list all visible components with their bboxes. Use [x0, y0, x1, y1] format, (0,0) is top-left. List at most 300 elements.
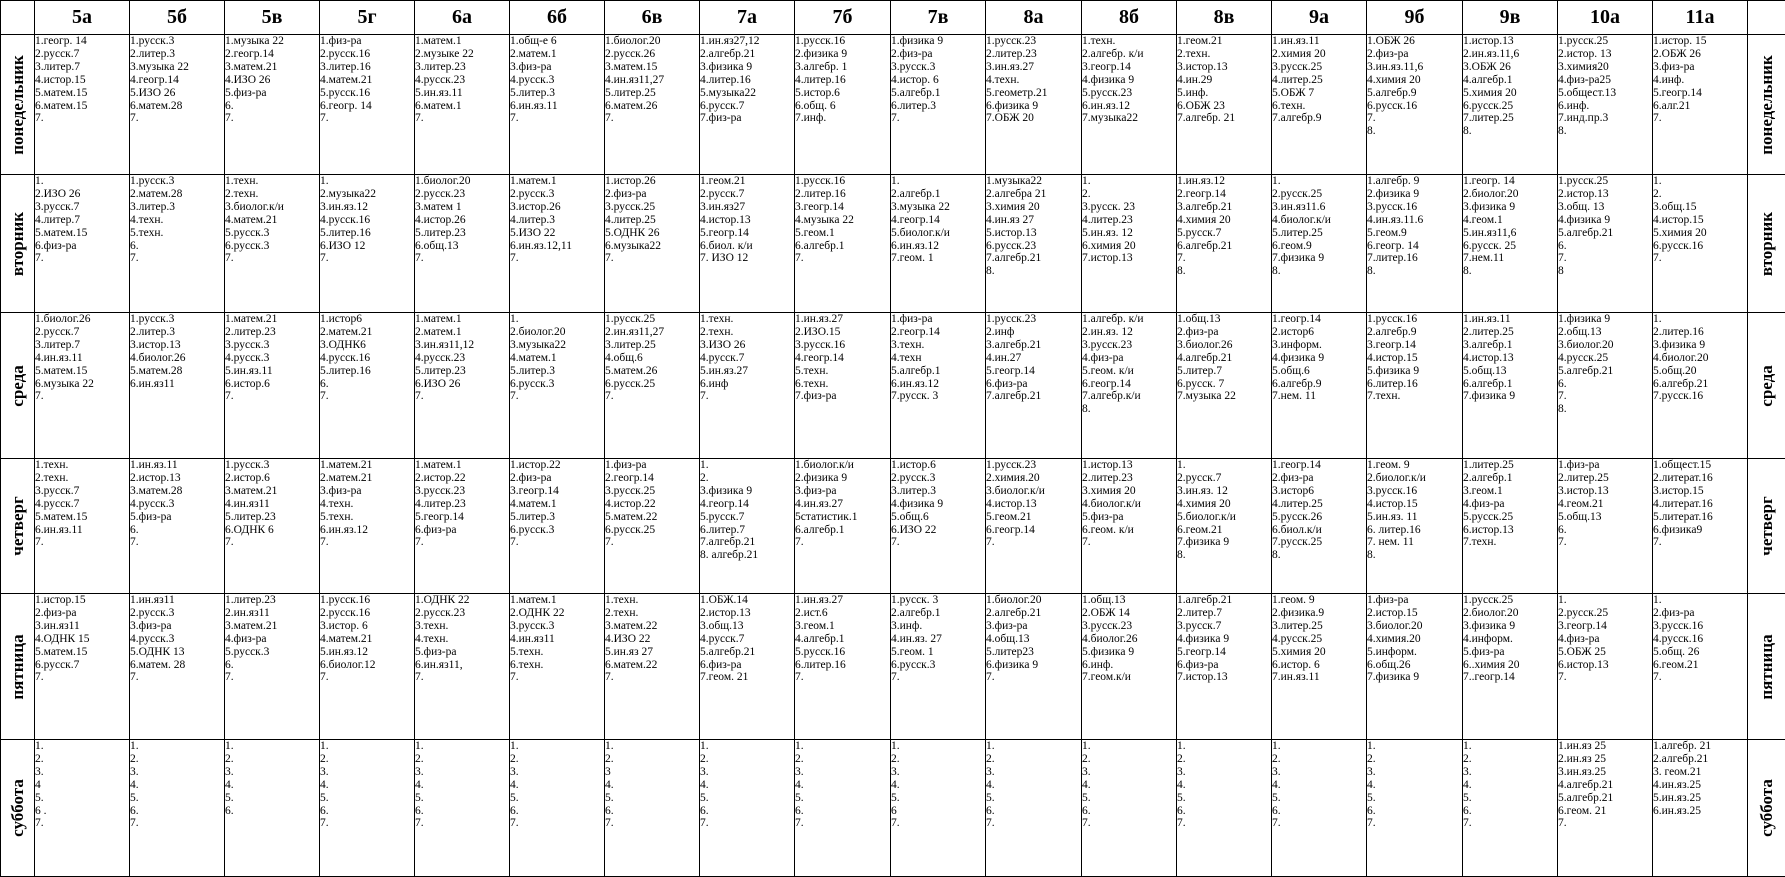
day-label-cell	[1, 594, 35, 740]
lesson-entry: 7.	[1558, 390, 1652, 403]
day-label: суббота	[1757, 779, 1777, 837]
lesson-cell	[35, 740, 130, 877]
lesson-entry: 6.литер.16	[1367, 378, 1462, 391]
lesson-entry: 7.	[320, 671, 414, 684]
lesson-entry: 1.	[320, 740, 414, 753]
lesson-entry: 6.	[1558, 378, 1652, 391]
lesson-cell	[320, 459, 415, 594]
lesson-entry: 6.истор. 6	[1272, 659, 1366, 672]
lesson-entry: 6.	[1558, 240, 1652, 253]
lesson-entry: 4.истор.13	[700, 214, 794, 227]
lesson-entry: 6.геом.21	[1653, 659, 1747, 672]
lesson-entry: 5.литер.7	[1177, 365, 1271, 378]
lesson-entry: 7.алгебр.21	[700, 536, 794, 549]
lesson-entry: 7.	[1558, 536, 1652, 549]
lesson-entry: 6.истор.13	[1463, 524, 1557, 537]
lesson-entry: 7.техн.	[1367, 390, 1462, 403]
lesson-cell	[1367, 594, 1463, 740]
lesson-entry: 7.литер.16	[1367, 252, 1462, 265]
lesson-entry: 2.алгебр.1	[891, 188, 985, 201]
lesson-entry: 7.русск.16	[1653, 390, 1747, 403]
lesson-entry: 7.алгебр.9	[1272, 112, 1366, 125]
lesson-entry: 1.алгебр. 21	[1653, 740, 1747, 753]
lesson-entry: 7.	[1082, 817, 1176, 830]
lesson-entry: 3.физ-ра	[795, 485, 890, 498]
lesson-entry: 2.физика 9	[1367, 188, 1462, 201]
lesson-entry: 4.	[1367, 779, 1462, 792]
lesson-entry: 5.алгебр.21	[1558, 792, 1652, 805]
lesson-entry: 4.физ-ра	[1082, 352, 1176, 365]
lesson-entry: 4.русск.16	[1653, 633, 1747, 646]
lesson-entry: 1.ОБЖ 26	[1367, 35, 1462, 48]
lesson-entry: 4.химия 20	[1367, 74, 1462, 87]
lesson-entry: 1.алгебр. 9	[1367, 175, 1462, 188]
lesson-entry: 1.русск.25	[1558, 175, 1652, 188]
day-label-cell	[1748, 35, 1785, 175]
lesson-entry: 4.	[1272, 779, 1366, 792]
lesson-cell	[700, 35, 795, 175]
lesson-entry: 3.геом.1	[1463, 485, 1557, 498]
lesson-entry: 2.физ-ра	[510, 472, 604, 485]
lesson-entry: 1.литер.23	[225, 594, 319, 607]
lesson-entry: 7.физика 9	[1177, 536, 1271, 549]
lesson-entry: 1.истор.26	[605, 175, 699, 188]
lesson-entry: 5.физика 9	[1367, 365, 1462, 378]
lesson-cell	[225, 313, 320, 459]
lesson-entry: 1.	[130, 740, 224, 753]
lesson-entry: 8.	[1558, 125, 1652, 138]
lesson-entry: 6.инф.	[1558, 100, 1652, 113]
lesson-entry: 2.биолог.20	[1463, 188, 1557, 201]
lesson-cell	[1272, 594, 1367, 740]
lesson-entry: 3.алгебр. 1	[795, 61, 890, 74]
lesson-entry: 7.геом.к/и	[1082, 671, 1176, 684]
lesson-entry: 7.	[510, 252, 604, 265]
lesson-entry: 6.русск.25	[605, 378, 699, 391]
lesson-entry: 6.истор.6	[225, 378, 319, 391]
lesson-entry: 7.	[605, 817, 699, 830]
lesson-cell	[1463, 594, 1558, 740]
lesson-entry: 4.русск.23	[415, 74, 509, 87]
corner-cell	[1748, 1, 1785, 35]
lesson-entry: 6.алг.21	[1653, 100, 1747, 113]
lesson-entry: 4.	[1463, 779, 1557, 792]
lesson-entry: 1.русск.23	[986, 35, 1081, 48]
lesson-entry: 1.ин.яз.27	[795, 594, 890, 607]
lesson-entry: 1.ин.яз.27	[795, 313, 890, 326]
lesson-entry: 4.истор. 6	[891, 74, 985, 87]
lesson-entry: 4.истор.15	[1367, 352, 1462, 365]
lesson-entry: 6.физ-ра	[700, 659, 794, 672]
lesson-entry: 5.инф.	[1177, 87, 1271, 100]
lesson-entry: 6.русск.16	[1653, 240, 1747, 253]
lesson-entry: 6.русск. 7	[1177, 378, 1271, 391]
lesson-cell	[130, 594, 225, 740]
lesson-entry: 6.ИЗО 12	[320, 240, 414, 253]
lesson-entry: 1.истор.13	[1082, 459, 1176, 472]
lesson-entry: 5.литер.25	[1272, 227, 1366, 240]
lesson-entry: 2.	[1367, 753, 1462, 766]
lesson-entry: 5.матем.15	[35, 227, 129, 240]
lesson-entry: 6.матем.28	[130, 100, 224, 113]
lesson-entry: 5.химия 20	[1272, 646, 1366, 659]
lesson-entry: 3.геогр.14	[1082, 61, 1176, 74]
lesson-entry: 3.литер.7	[35, 61, 129, 74]
lesson-entry: 2.геогр.14	[225, 48, 319, 61]
lesson-entry: 5.ин.яз.11	[225, 365, 319, 378]
lesson-entry: 7.физ-ра	[700, 112, 794, 125]
lesson-entry: 6.инф	[700, 378, 794, 391]
lesson-entry: 3.физика 9	[1463, 201, 1557, 214]
lesson-entry: 1.	[510, 740, 604, 753]
lesson-entry: 2.биолог.20	[1463, 607, 1557, 620]
lesson-entry: 1.музыка 22	[225, 35, 319, 48]
lesson-entry: 2.литер.23	[986, 48, 1081, 61]
lesson-entry: 4.литер.23	[1082, 214, 1176, 227]
lesson-entry: 6.инф.	[1082, 659, 1176, 672]
lesson-cell	[605, 175, 700, 313]
lesson-entry: 2.истор.6	[225, 472, 319, 485]
lesson-entry: 3.	[986, 766, 1081, 779]
day-row	[1, 175, 891, 313]
lesson-entry: 3.алгебр.21	[986, 339, 1081, 352]
lesson-entry: 1.физика 9	[1558, 313, 1652, 326]
lesson-entry: 5.русск.7	[700, 511, 794, 524]
lesson-cell	[510, 175, 605, 313]
lesson-entry: 1.физика 9	[891, 35, 985, 48]
lesson-entry: 7.	[795, 671, 890, 684]
lesson-entry: 4.биолог.к/и	[1082, 498, 1176, 511]
lesson-entry: 2.ИЗО.15	[795, 326, 890, 339]
lesson-entry: 6.музыка22	[605, 240, 699, 253]
lesson-cell	[605, 35, 700, 175]
lesson-entry: 6.ин.яз.25	[1653, 805, 1747, 818]
lesson-entry: 4.химия.20	[1367, 633, 1462, 646]
lesson-entry: 6	[891, 805, 985, 818]
lesson-entry: 3.матем 1	[415, 201, 509, 214]
lesson-entry: 5.техн.	[510, 646, 604, 659]
corner-cell	[1, 1, 35, 35]
lesson-entry: 6.ин.яз.12	[1082, 100, 1176, 113]
lesson-entry: 4.русск.25	[1272, 633, 1366, 646]
lesson-entry: 1.ин.яз11	[130, 594, 224, 607]
lesson-entry: 5.матем.15	[35, 87, 129, 100]
lesson-cell	[130, 175, 225, 313]
lesson-entry: 6.ин.яз.12	[320, 524, 414, 537]
lesson-entry: 3.геогр.14	[510, 485, 604, 498]
lesson-entry: 4.русск.16	[320, 214, 414, 227]
lesson-entry: 2.алгебр.1	[1463, 472, 1557, 485]
lesson-entry: 5.геом. 1	[891, 646, 985, 659]
lesson-entry: 8.	[986, 265, 1081, 278]
lesson-entry: 3.	[35, 766, 129, 779]
lesson-entry: 7.	[510, 112, 604, 125]
lesson-entry: 4.литер.23	[415, 498, 509, 511]
lesson-cell	[1082, 175, 1177, 313]
lesson-cell	[320, 175, 415, 313]
lesson-entry: 2.техн.	[605, 607, 699, 620]
lesson-entry: 2.литер.16	[795, 188, 890, 201]
lesson-entry: 5.	[700, 792, 794, 805]
lesson-entry: 5.геогр.14	[700, 227, 794, 240]
lesson-entry: 5.геом.21	[986, 511, 1081, 524]
lesson-entry: 7.	[510, 817, 604, 830]
lesson-entry: 1.	[35, 175, 129, 188]
lesson-entry: 3.физика 9	[700, 485, 794, 498]
lesson-entry: 3.физ-ра	[320, 485, 414, 498]
lesson-entry: 1.	[1082, 175, 1176, 188]
lesson-entry: 6.геом. к/и	[1082, 524, 1176, 537]
lesson-entry: 1.ин.яз.11	[1463, 313, 1557, 326]
lesson-entry: 7.	[891, 536, 985, 549]
lesson-entry: 5.литер.3	[510, 87, 604, 100]
lesson-entry: 3.алгебр.21	[1177, 201, 1271, 214]
lesson-entry: 4.техн.	[415, 633, 509, 646]
lesson-entry: 4.техн	[891, 352, 985, 365]
lesson-entry: 3.русск.25	[605, 485, 699, 498]
lesson-entry: 4.геом.1	[1463, 214, 1557, 227]
lesson-entry: 1.техн.	[1082, 35, 1176, 48]
lesson-cell	[986, 459, 1082, 594]
day-label-cell	[1, 740, 35, 877]
lesson-entry: 2.геогр.14	[605, 472, 699, 485]
lesson-entry: 7.	[320, 536, 414, 549]
lesson-entry: 6.	[700, 805, 794, 818]
lesson-entry: 1.	[1367, 740, 1462, 753]
lesson-entry: 1.	[1177, 459, 1271, 472]
lesson-entry: 2.русск.3	[891, 472, 985, 485]
lesson-entry: 2.	[891, 753, 985, 766]
lesson-entry: 6.	[1272, 805, 1366, 818]
lesson-cell	[891, 740, 986, 877]
lesson-entry: 5.	[986, 792, 1081, 805]
lesson-entry: 5.	[1082, 792, 1176, 805]
lesson-cell	[225, 175, 320, 313]
lesson-entry: 2.литер.16	[1653, 326, 1747, 339]
lesson-entry: 2.ин.яз11	[225, 607, 319, 620]
lesson-entry: 1.русск.16	[1367, 313, 1462, 326]
lesson-entry: 6.литер.3	[891, 100, 985, 113]
day-row	[891, 594, 1785, 740]
lesson-cell	[1653, 175, 1748, 313]
lesson-entry: 3	[605, 766, 699, 779]
lesson-entry: 2.матем.21	[320, 472, 414, 485]
lesson-entry: 1.	[1653, 175, 1747, 188]
lesson-entry: 3.физика 9	[700, 61, 794, 74]
lesson-entry: 3.ин.яз11,12	[415, 339, 509, 352]
lesson-entry: 3.ин.яз.25	[1558, 766, 1652, 779]
lesson-entry: 4.литер.7	[35, 214, 129, 227]
lesson-cell	[1082, 594, 1177, 740]
lesson-entry: 5.	[35, 792, 129, 805]
lesson-entry: 2.литер.3	[130, 48, 224, 61]
lesson-cell	[891, 594, 986, 740]
lesson-entry: 3.геом.1	[795, 620, 890, 633]
lesson-entry: 5.геом.9	[1367, 227, 1462, 240]
lesson-entry: 4.физика 9	[1272, 352, 1366, 365]
lesson-entry: 3.матем.21	[225, 61, 319, 74]
lesson-entry: 2.техн.	[35, 472, 129, 485]
lesson-entry: 2.русск.3	[510, 188, 604, 201]
day-row	[891, 740, 1785, 877]
lesson-entry: 1.	[1463, 740, 1557, 753]
lesson-cell	[1558, 740, 1653, 877]
class-header: 5в	[225, 1, 320, 35]
lesson-cell	[1367, 35, 1463, 175]
lesson-entry: 4.	[1082, 779, 1176, 792]
lesson-entry: 4.литер.16	[700, 74, 794, 87]
lesson-entry: 3.литер.3	[891, 485, 985, 498]
lesson-entry: 4.матем.1	[510, 352, 604, 365]
lesson-entry: 7.	[415, 112, 509, 125]
lesson-entry: 5.физ-ра	[130, 511, 224, 524]
lesson-entry: 1.геогр. 14	[1463, 175, 1557, 188]
lesson-entry: 5.химия 20	[1653, 227, 1747, 240]
lesson-entry: 3.	[1082, 766, 1176, 779]
day-label-cell	[1748, 740, 1785, 877]
lesson-entry: 7.	[986, 536, 1081, 549]
lesson-entry: 3.	[510, 766, 604, 779]
lesson-cell	[605, 313, 700, 459]
class-header: 9б	[1367, 1, 1463, 35]
lesson-entry: 1.	[415, 740, 509, 753]
lesson-entry: 4.физика 9	[1082, 74, 1176, 87]
lesson-entry: 3.	[130, 766, 224, 779]
lesson-entry: 2.физика 9	[795, 48, 890, 61]
lesson-entry: 3.общ.15	[1653, 201, 1747, 214]
lesson-entry: 3.биолог.20	[1558, 339, 1652, 352]
lesson-entry: 5.литерат.16	[1653, 511, 1747, 524]
lesson-entry: 1.истор6	[320, 313, 414, 326]
lesson-cell	[320, 594, 415, 740]
lesson-entry: 2.истор6	[1272, 326, 1366, 339]
lesson-entry: 5.русск.3	[225, 227, 319, 240]
lesson-entry: 5.техн.	[130, 227, 224, 240]
lesson-entry: 7.	[605, 252, 699, 265]
lesson-entry: 6.	[1558, 524, 1652, 537]
lesson-entry: 3.литер.25	[605, 339, 699, 352]
lesson-entry: 6.литер.7	[700, 524, 794, 537]
lesson-entry: 5.матем.15	[35, 365, 129, 378]
lesson-entry: 7.	[415, 390, 509, 403]
day-row	[891, 175, 1785, 313]
lesson-entry: 2.техн.	[225, 188, 319, 201]
lesson-entry: 3.биолог.20	[1367, 620, 1462, 633]
lesson-entry: 6.	[225, 659, 319, 672]
lesson-entry: 3.	[1463, 766, 1557, 779]
lesson-entry: 3.биолог.к/и	[986, 485, 1081, 498]
lesson-entry: 3.ин.яз27	[700, 201, 794, 214]
lesson-cell	[225, 35, 320, 175]
lesson-entry: 2.	[700, 472, 794, 485]
lesson-entry: 2.алгебр.9	[1367, 326, 1462, 339]
lesson-entry: 3.русск.23	[1082, 620, 1176, 633]
lesson-entry: 3.матем.21	[225, 485, 319, 498]
lesson-entry: 1.	[35, 740, 129, 753]
lesson-entry: 1.общест.15	[1653, 459, 1747, 472]
lesson-entry: 4.ин.яз.25	[1653, 779, 1747, 792]
lesson-entry: 1.	[605, 740, 699, 753]
lesson-entry: 5.ин.яз.27	[700, 365, 794, 378]
lesson-entry: 5.литер.23	[415, 227, 509, 240]
lesson-cell	[795, 594, 891, 740]
lesson-entry: 6.алгебр.1	[795, 240, 890, 253]
lesson-entry: 4.	[225, 779, 319, 792]
lesson-entry: 3.ОБЖ 26	[1463, 61, 1557, 74]
lesson-cell	[415, 313, 510, 459]
lesson-cell	[1558, 594, 1653, 740]
lesson-entry: 1.русск.25	[1463, 594, 1557, 607]
lesson-cell	[891, 35, 986, 175]
lesson-entry: 1.	[510, 313, 604, 326]
lesson-entry: 7.алгебр.21	[986, 252, 1081, 265]
lesson-entry: 4.техн.	[130, 214, 224, 227]
lesson-entry: 7.	[1653, 671, 1747, 684]
lesson-entry: 6.алгебр.9	[1272, 378, 1366, 391]
lesson-entry: 4.	[1177, 779, 1271, 792]
lesson-entry: 4.химия 20	[1177, 214, 1271, 227]
lesson-entry: 1.истор.15	[35, 594, 129, 607]
lesson-entry: 1.матем.1	[415, 35, 509, 48]
lesson-entry: 4.геогр.14	[891, 214, 985, 227]
lesson-entry: 1.	[700, 459, 794, 472]
lesson-entry: 2.физ-ра	[35, 607, 129, 620]
lesson-entry: 7.	[1558, 252, 1652, 265]
day-label: понедельник	[1757, 55, 1777, 154]
lesson-entry: 3.общ.13	[700, 620, 794, 633]
lesson-entry: 5.информ.	[1367, 646, 1462, 659]
lesson-entry: 7.алгебр.к/и	[1082, 390, 1176, 403]
lesson-entry: 2.русск.23	[415, 188, 509, 201]
lesson-entry: 1.ин.яз 25	[1558, 740, 1652, 753]
lesson-entry: 1.алгебр. к/и	[1082, 313, 1176, 326]
lesson-entry: 2.ОБЖ 14	[1082, 607, 1176, 620]
lesson-entry: 3.	[795, 766, 890, 779]
class-header: 9а	[1272, 1, 1367, 35]
lesson-entry: 7.	[130, 252, 224, 265]
lesson-entry: 6.ин.яз11,	[415, 659, 509, 672]
lesson-entry: 1.русск.3	[130, 35, 224, 48]
lesson-entry: 1.матем.21	[225, 313, 319, 326]
lesson-entry: 7.	[35, 817, 129, 830]
lesson-entry: 8.	[1082, 403, 1176, 416]
lesson-entry: 1.техн.	[225, 175, 319, 188]
lesson-entry: 4.техн.	[986, 74, 1081, 87]
lesson-entry: 4.русск.23	[415, 352, 509, 365]
lesson-entry: 5.геом.1	[795, 227, 890, 240]
lesson-cell	[1653, 313, 1748, 459]
lesson-entry: 6.биол.к/и	[1272, 524, 1366, 537]
lesson-entry: 1.русск.16	[320, 594, 414, 607]
day-label: понедельник	[8, 55, 28, 154]
lesson-entry: 1.истор. 15	[1653, 35, 1747, 48]
lesson-entry: 6.алгебр.21	[1653, 378, 1747, 391]
lesson-cell	[1653, 459, 1748, 594]
lesson-entry: 3.	[1177, 766, 1271, 779]
lesson-entry: 4.русск.16	[320, 352, 414, 365]
lesson-entry: 3.русск.16	[1367, 485, 1462, 498]
day-row	[891, 313, 1785, 459]
class-header: 8б	[1082, 1, 1177, 35]
lesson-entry: 2.литер.25	[1463, 326, 1557, 339]
lesson-entry: 4.истор.15	[1653, 214, 1747, 227]
lesson-cell	[510, 313, 605, 459]
lesson-entry: 7.	[1367, 112, 1462, 125]
lesson-entry: 8.	[1177, 549, 1271, 562]
lesson-entry: 6.русск.16	[1367, 100, 1462, 113]
lesson-entry: 6.	[605, 805, 699, 818]
day-label: четверг	[1757, 496, 1777, 555]
